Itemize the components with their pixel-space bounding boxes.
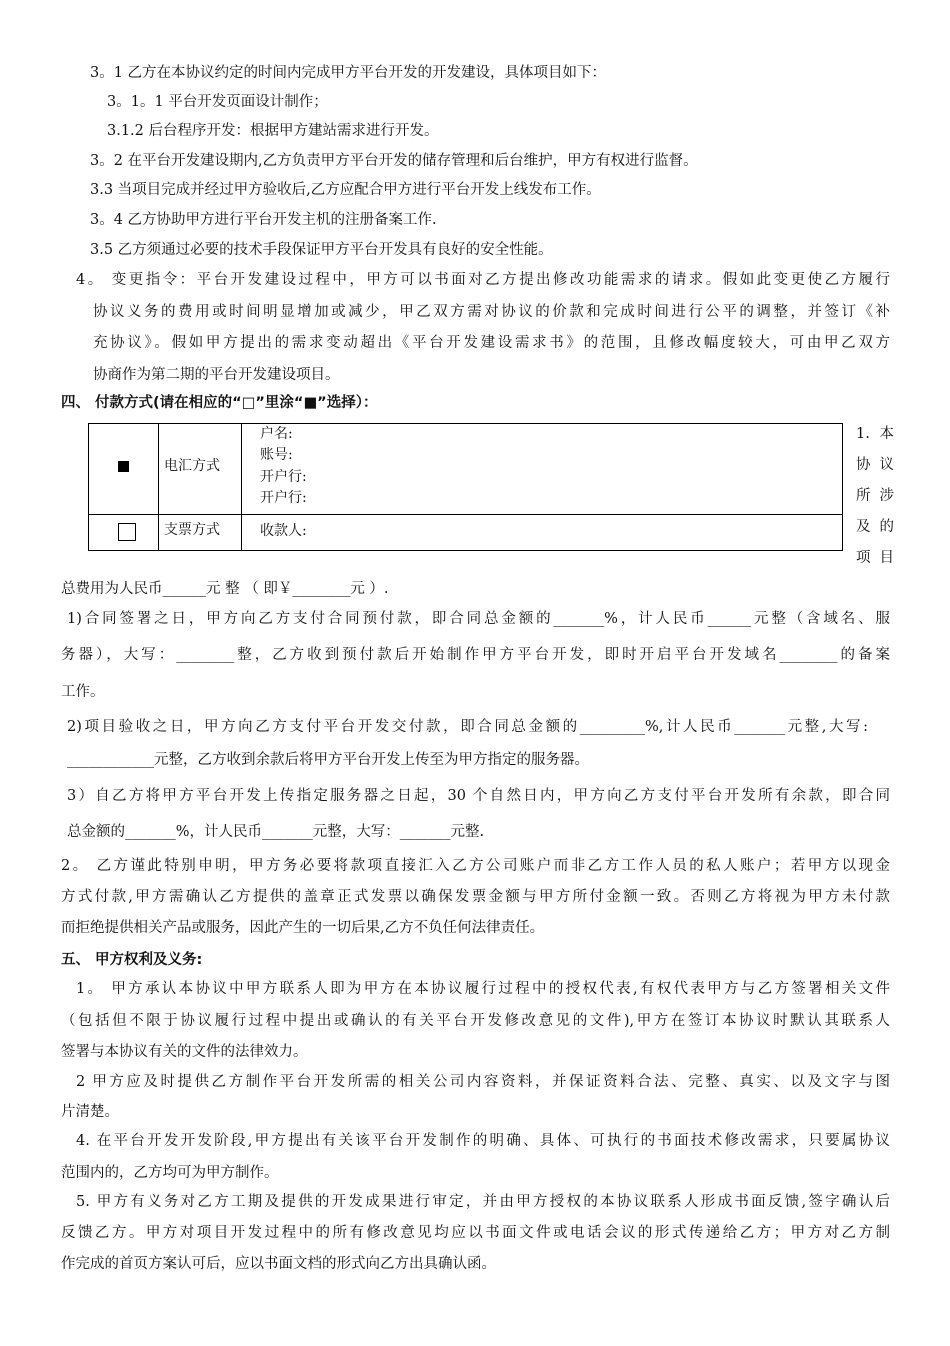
payment-notice-line-1: 2。 乙方谨此特别申明，甲方务必要将款项直接汇入乙方公司账户而非乙方工作人员的私人账户；若甲方以现金 <box>61 858 890 874</box>
side-text-3: 所 涉 <box>856 488 894 504</box>
installment-3-line-1: 3）自乙方将甲方平台开发上传指定服务器之日起，30 个自然日内，甲方向乙方支付平台开发所有余款，即合同 <box>67 788 890 804</box>
installment-3-line-2: 总金额的_______%，计人民币_______元整，大写：_______元整. <box>67 824 485 840</box>
obligation-4-line-2: 范围内的，乙方均可为甲方制作。 <box>61 1165 279 1181</box>
clause-3-1-2: 3.1.2 后台程序开发：根据甲方建站需求进行开发。 <box>107 123 439 139</box>
clause-3-3: 3.3 当项目完成并经过甲方验收后,乙方应配合甲方进行平台开发上线发布工作。 <box>90 182 601 198</box>
bank-field-2: 开户行: <box>260 490 307 506</box>
clause-4-line-4: 协商作为第二期的平台开发建设项目。 <box>93 367 340 383</box>
check-row <box>88 515 843 551</box>
clause-3-1: 3。1 乙方在本协议约定的时间内完成甲方平台开发的开发建设，具体项目如下： <box>90 65 607 81</box>
side-text-2: 协 议 <box>856 457 894 473</box>
obligation-2-line-1: 2 甲方应及时提供乙方制作平台开发所需的相关公司内容资料，并保证资料合法、完整、真实、以及文字与图 <box>76 1074 890 1090</box>
clause-3-4: 3。4 乙方协助甲方进行平台开发主机的注册备案工作. <box>90 212 437 228</box>
obligation-5-line-3: 作完成的首页方案认可后，应以书面文档的形式向乙方出具确认函。 <box>61 1256 496 1272</box>
clause-3-2: 3。2 在平台开发建设期内,乙方负责甲方平台开发的储存管理和后台维护，甲方有权进行监督。 <box>90 153 698 169</box>
wire-transfer-label: 电汇方式 <box>164 458 220 474</box>
obligation-5-line-2: 反馈乙方。甲方对项目开发过程中的所有修改意见均应以书面文件或电话会议的形式传递给乙方；甲方对乙方制 <box>61 1225 890 1241</box>
clause-4-line-2: 协议义务的费用或时间明显增加或减少，甲乙双方需对协议的价款和完成时间进行公平的调整，并签订《补 <box>93 304 890 320</box>
payment-notice-line-2: 方式付款,甲方需确认乙方提供的盖章正式发票以确保发票金额与甲方所付金额一致。否则乙方将视为甲方未付款 <box>61 889 890 905</box>
installment-2-line-2: ____________元整，乙方收到余款后将甲方平台开发上传至为甲方指定的服务器。 <box>67 752 589 768</box>
wire-transfer-checkbox[interactable] <box>118 461 129 472</box>
payment-method-table <box>88 423 843 551</box>
clause-3-1-1: 3。1。1 平台开发页面设计制作； <box>107 94 328 110</box>
obligation-1-line-2: （包括但不限于协议履行过程中提出或确认的有关平台开发修改意见的文件),甲方在签订本协议时默认其联系人 <box>61 1013 890 1029</box>
obligation-2-line-2: 片清楚。 <box>61 1104 119 1120</box>
installment-1-line-1: 1)合同签署之日，甲方向乙方支付合同预付款，即合同总金额的_______%，计人民币______元整（含域名、服 <box>67 611 890 627</box>
obligation-5-line-1: 5. 甲方有义务对乙方工期及提供的开发成果进行审定，并由甲方授权的本协议联系人形成书面反馈,签字确认后 <box>76 1194 890 1210</box>
installment-1-line-3: 工作。 <box>61 684 105 700</box>
side-text-1: 1. 本 <box>856 426 894 442</box>
clause-4-line-1: 4。 变更指令：平台开发建设过程中，甲方可以书面对乙方提出修改功能需求的请求。假如此变更使乙方履行 <box>76 272 890 288</box>
obligation-1-line-1: 1。 甲方承认本协议中甲方联系人即为甲方在本协议履行过程中的授权代表,有权代表甲方与乙方签署相关文件 <box>76 981 890 997</box>
clause-3-5: 3.5 乙方须通过必要的技术手段保证甲方平台开发具有良好的安全性能。 <box>90 242 553 258</box>
account-name-field: 户名: <box>260 426 293 442</box>
obligation-1-line-3: 签署与本协议有关的文件的法律效力。 <box>61 1044 308 1060</box>
clause-4-line-3: 充协议》。假如甲方提出的需求变动超出《平台开发建设需求书》的范围，且修改幅度较大，可由甲乙双方 <box>93 335 890 351</box>
payment-notice-line-3: 而拒绝提供相关产品或服务，因此产生的一切后果,乙方不负任何法律责任。 <box>61 920 545 936</box>
total-fee-line: 总费用为人民币______元 整 （ 即￥________元 ）. <box>61 581 389 597</box>
wire-transfer-row <box>88 423 843 514</box>
installment-1-line-2: 务器），大写：________整，乙方收到预付款后开始制作甲方平台开发，即时开启平台开发域名________的备案 <box>61 647 890 663</box>
side-text-5: 项 目 <box>856 550 894 566</box>
bank-field: 开户行: <box>260 469 307 485</box>
check-checkbox[interactable] <box>118 523 136 541</box>
section-5-heading: 五、 甲方权利及义务: <box>61 952 203 968</box>
installment-2-line-1: 2)项目验收之日，甲方向乙方支付平台开发交付款，即合同总金额的_________%,计人民币_______元整,大写: <box>67 719 868 735</box>
side-text-4: 及 的 <box>856 519 894 535</box>
account-number-field: 账号: <box>260 447 293 463</box>
check-label: 支票方式 <box>164 522 220 538</box>
payee-field: 收款人: <box>260 523 307 539</box>
obligation-4-line-1: 4. 在平台开发开发阶段,甲方提出有关该平台开发制作的明确、具体、可执行的书面技术修改需求，只要属协议 <box>76 1133 890 1149</box>
payment-heading: 四、 付款方式(请在相应的“□”里涂“■”选择）： <box>61 395 378 411</box>
